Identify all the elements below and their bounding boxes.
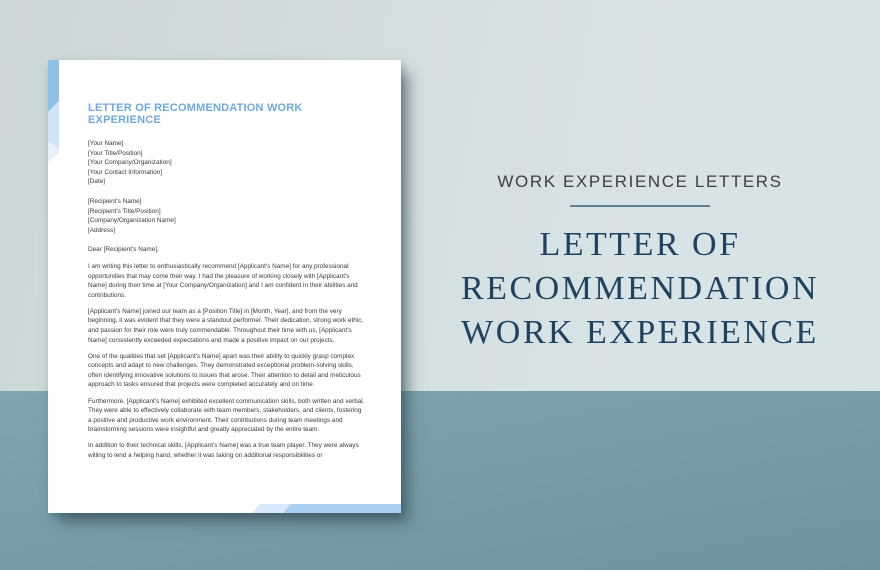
sender-line: [Your Name] — [88, 140, 124, 147]
sender-line: [Your Contact Information] — [88, 168, 163, 176]
template-title — [420, 223, 860, 355]
sender-line: [Date] — [88, 178, 106, 186]
template-title-line: RECOMMENDATION — [461, 270, 819, 307]
sender-line: [Your Company/Organization] — [88, 159, 172, 167]
letter-paragraph: [Applicant's Name] joined our team as a [Position Title] in [Month, Year], and from the very beginning, it was evident that they were a standout performer. Their dedication, strong work ethic, and passion for their role were truly commendable. Throughout their time with us, [Applicant's Name] consistently exceeded expectations and made a positive impact on our projects. — [88, 307, 364, 344]
letter-body — [88, 102, 366, 467]
recipient-address-block — [88, 197, 366, 235]
template-title-line: LETTER OF — [539, 226, 741, 263]
recipient-line: [Recipient's Title/Position] — [88, 207, 161, 215]
letter-document-page — [48, 60, 401, 513]
recipient-line: [Address] — [88, 226, 115, 234]
left-blue-ribbon-decoration — [48, 60, 59, 164]
sender-line: [Your Title/Position] — [88, 149, 143, 157]
letter-paragraph: Furthermore, [Applicant's Name] exhibited excellent communication skills, both written and verbal. They were able to effectively collaborate with team members, stakeholders, and clients, fostering a positive and productive work environment. Their contributions during team meetings and brainstorming sessions were insightful and greatly appreciated by the entire team. — [88, 397, 365, 434]
recipient-line: [Company/Organization Name] — [88, 217, 176, 225]
recipient-line: [Recipient's Name] — [88, 197, 142, 205]
letter-paragraph: One of the qualities that set [Applicant's Name] apart was their ability to quickly grasp complex concepts and adapt to new challenges. They demonstrated exceptional problem-solving skills, often identifying innovative solutions to issues that arose. Their attention to detail and meticulous approach to tasks ensured that projects were completed accurately and on time. — [88, 352, 361, 389]
letter-paragraph: In addition to their technical skills, [Applicant's Name] was a true team player. They were always willing to lend a helping hand, whether it was taking on additional responsibilities or — [88, 442, 359, 460]
category-label: WORK EXPERIENCE LETTERS — [497, 172, 783, 191]
caption-panel — [420, 172, 860, 355]
bottom-blue-band-decoration — [48, 504, 401, 513]
letter-heading: LETTER OF RECOMMENDATION WORK EXPERIENCE — [88, 102, 303, 126]
letter-paragraph: I am writing this letter to enthusiastically recommend [Applicant's Name] for any professional opportunities that may come their way. I had the pleasure of working closely with [Applicant's Name] during their time at [Your Company/Organization] and I am confident in their abilities and contributions. — [88, 262, 358, 299]
salutation: Dear [Recipient's Name], — [88, 246, 159, 254]
sender-address-block — [88, 139, 366, 187]
divider-line — [570, 205, 710, 207]
template-title-line: WORK EXPERIENCE — [461, 314, 819, 351]
